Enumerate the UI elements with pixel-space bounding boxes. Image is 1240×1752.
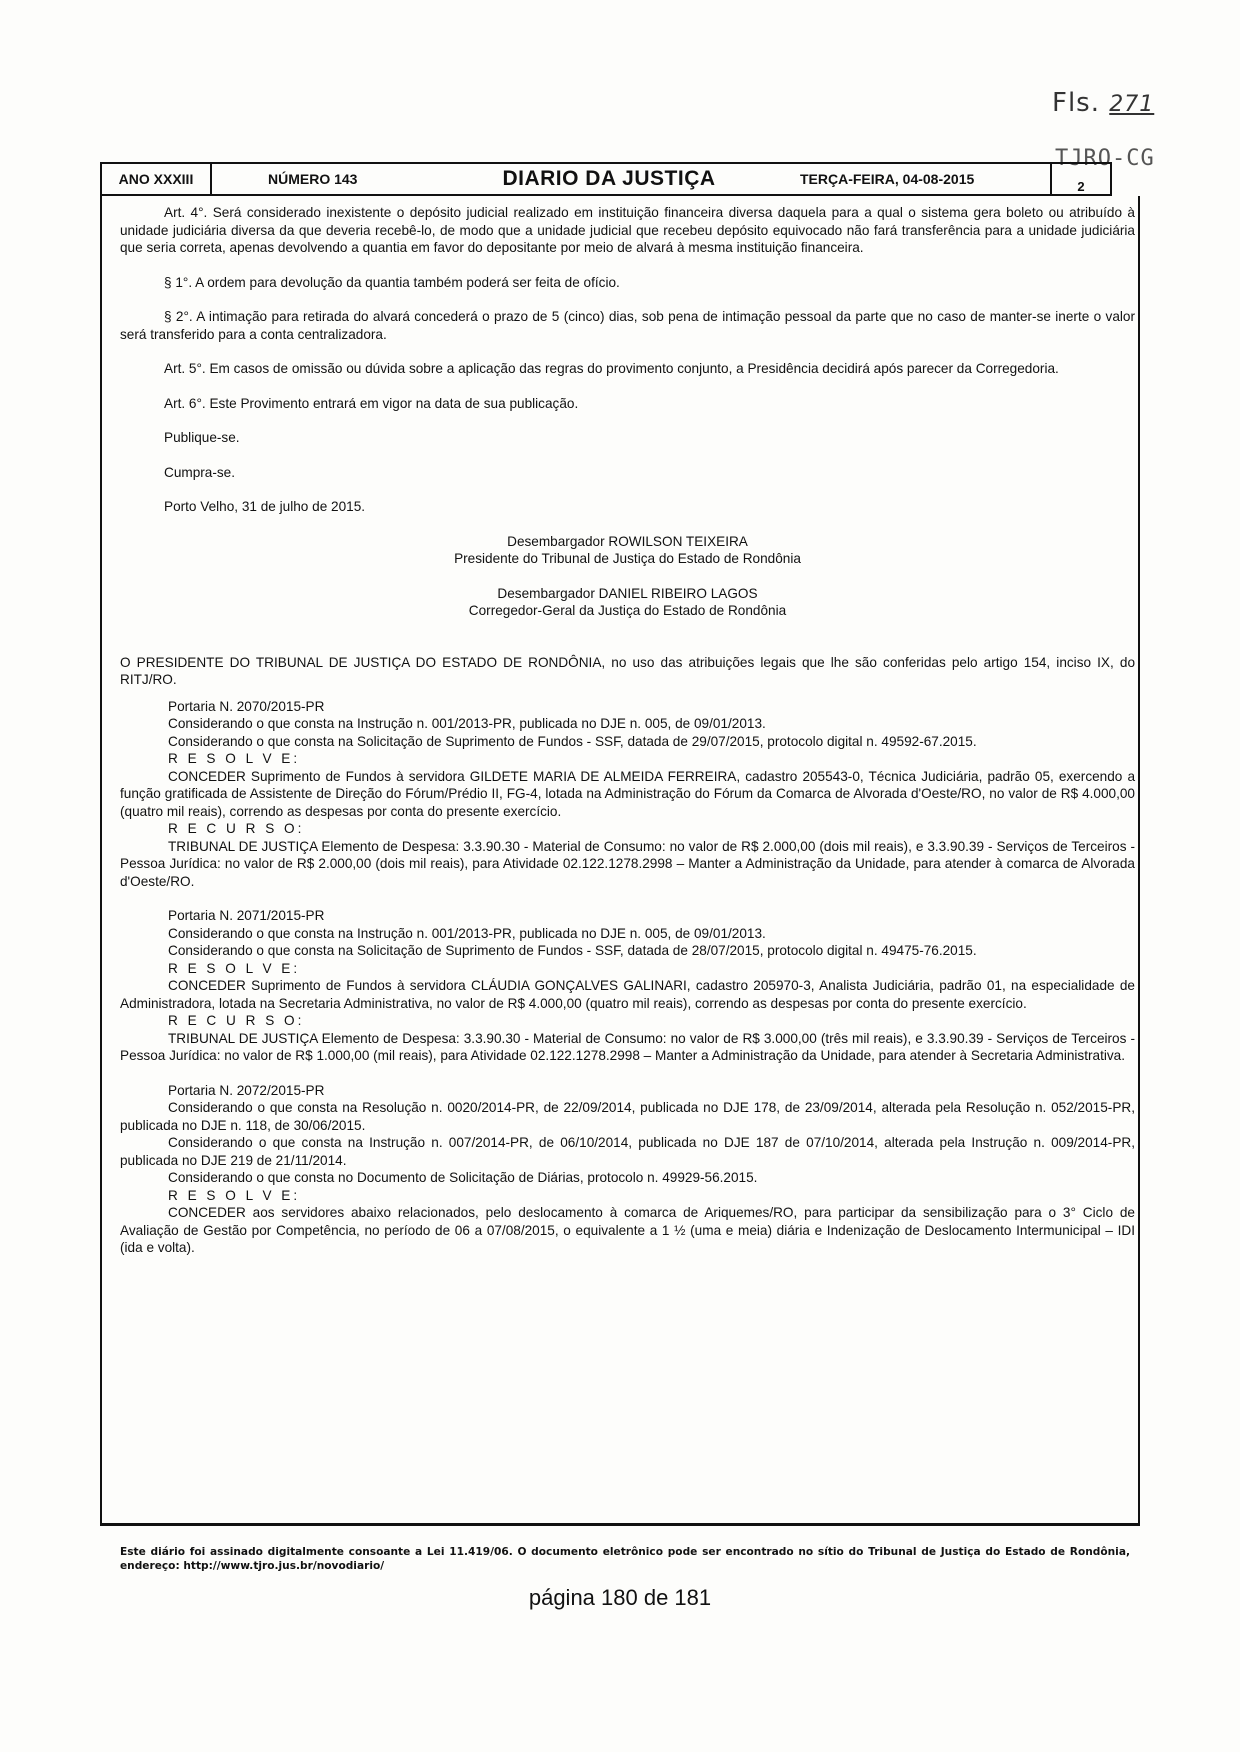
portaria-title: Portaria N. 2070/2015-PR — [168, 698, 325, 714]
considerando: Considerando o que consta na Instrução n. 007/2014-PR, de 06/10/2014, publicada no DJE 187 de 07/10/2014, alterada pela Instrução n. 009/2014-PR, publicada no DJE 219 de 21/11/2014. — [120, 1135, 1135, 1168]
considerando: Considerando o que consta no Documento de Solicitação de Diárias, protocolo n. 49929-56.2015. — [168, 1170, 758, 1185]
considerando: Considerando o que consta na Instrução n. 001/2013-PR, publicada no DJE n. 005, de 09/01/2013. — [168, 925, 766, 941]
signer1-role: Presidente do Tribunal de Justiça do Estado de Rondônia — [454, 551, 801, 566]
publique-line: Publique-se. — [164, 430, 240, 445]
header-date: TERÇA-FEIRA, 04-08-2015 — [800, 171, 975, 187]
recurso-label: R E C U R S O: — [168, 821, 305, 836]
page-stamp — [1052, 88, 1154, 118]
par1-paragraph: § 1°. A ordem para devolução da quantia também poderá ser feita de ofício. — [164, 274, 620, 290]
president-intro: O PRESIDENTE DO TRIBUNAL DE JUSTIÇA DO ESTADO DE RONDÔNIA, no uso das atribuições legais que lhe são conferidas pelo artigo 154, inciso IX, do RITJ/RO. — [120, 654, 1135, 687]
considerando: Considerando o que consta na Resolução n. 0020/2014-PR, de 22/09/2014, publicada no DJE 178, de 23/09/2014, alterada pela Resolução n. 052/2015-PR, publicada no DJE n. 118, de 30/06/2015. — [120, 1100, 1135, 1133]
art5-paragraph: Art. 5°. Em casos de omissão ou dúvida sobre a aplicação das regras do provimento conjunto, a Presidência decidirá após parecer da Corregedoria. — [164, 361, 1059, 376]
resolve-text: CONCEDER aos servidores abaixo relacionados, pelo deslocamento à comarca de Ariquemes/RO, para participar da sensibilização para o 3° Ciclo de Avaliação de Gestão por Competência, no período de 06 a 07/08/2015, o equivalente a 1 ½ (uma e meia) diária e Indenização de Deslocamento Intermunicipal – IDI (ida e volta). — [120, 1205, 1135, 1255]
par2-paragraph: § 2°. A intimação para retirada do alvará concederá o prazo de 5 (cinco) dias, sob pena de intimação pessoal da parte que no caso de manter-se inerte o valor será transferido para a conta centralizadora. — [120, 309, 1135, 342]
resolve-label: R E S O L V E: — [168, 1187, 301, 1203]
stamp-number: 271 — [1109, 92, 1155, 117]
portaria-2071 — [120, 907, 1135, 1065]
recurso-text: TRIBUNAL DE JUSTIÇA Elemento de Despesa: 3.3.90.30 - Material de Consumo: no valor de R$ 2.000,00 (dois mil reais), e 3.3.90.39 - Serviços de Terceiros - Pessoa Jurídica: no valor de R$ 2.000,00 (dois mil reais), para Atividade 02.122.1278.2998 – Manter a Administração da Unidade, para atender à comarca de Alvorada d'Oeste/RO. — [120, 838, 1135, 889]
considerando: Considerando o que consta na Instrução n. 001/2013-PR, publicada no DJE n. 005, de 09/01/2013. — [168, 716, 766, 731]
footnote: Este diário foi assinado digitalmente consoante a Lei 11.419/06. O documento eletrônico pode ser encontrado no sítio do Tribunal de Justiça do Estado de Rondônia, endereço: http://www.tjro.jus.br/novodiario/ — [120, 1546, 1130, 1572]
portaria-title: Portaria N. 2072/2015-PR — [168, 1082, 325, 1098]
header-ano: ANO XXXIII — [102, 164, 212, 194]
header-numero: NÚMERO 143 — [268, 171, 358, 187]
signer1-name: Desembargador ROWILSON TEIXEIRA — [507, 533, 748, 549]
considerando: Considerando o que consta na Solicitação de Suprimento de Fundos - SSF, datada de 29/07/2015, protocolo digital n. 49592-67.2015. — [168, 733, 977, 749]
stamp-label: Fls. — [1052, 88, 1100, 118]
portaria-title: Portaria N. 2071/2015-PR — [168, 908, 325, 923]
cumpra-line: Cumpra-se. — [164, 464, 236, 480]
resolve-label: R E S O L V E: — [168, 960, 301, 976]
resolve-label: R E S O L V E: — [168, 751, 301, 766]
art4-paragraph: Art. 4°. Será considerado inexistente o depósito judicial realizado em instituição financeira diversa daquela para a qual o sistema gera boleto ou atribuído à unidade judiciária diversa da que deveria recebê-lo, de modo que a unidade judicial que recebeu depósito equivocado não fará transferência para a unidade judiciária que seria correta, apenas devolvendo a quantia em favor do depositante por meio de alvará à mesma instituição financeira. — [120, 205, 1135, 255]
resolve-text: CONCEDER Suprimento de Fundos à servidora GILDETE MARIA DE ALMEIDA FERREIRA, cadastro 205543-0, Técnica Judiciária, padrão 05, exercendo a função gratificada de Assistente de Direção do Fórum/Prédio II, FG-4, lotada na Administração do Fórum da Comarca de Alvorada d'Oeste/RO, no valor de R$ 4.000,00 (quatro mil reais), correndo as despesas por conta do presente exercício. — [120, 768, 1135, 819]
corner-mark: TJRO-CG — [1055, 146, 1155, 171]
portaria-2070 — [120, 698, 1135, 891]
document-body — [120, 204, 1135, 1257]
portaria-2072 — [120, 1082, 1135, 1257]
recurso-text: TRIBUNAL DE JUSTIÇA Elemento de Despesa: 3.3.90.30 - Material de Consumo: no valor de R$ 3.000,00 (três mil reais), e 3.3.90.39 - Serviços de Terceiros - Pessoa Jurídica: no valor de R$ 1.000,00 (mil reais), para Atividade 02.122.1278.2998 – Manter a Administração da Unidade, para atender à Secretaria Administrativa. — [120, 1030, 1135, 1063]
considerando: Considerando o que consta na Solicitação de Suprimento de Fundos - SSF, datada de 28/07/2015, protocolo digital n. 49475-76.2015. — [168, 943, 977, 958]
resolve-text: CONCEDER Suprimento de Fundos à servidora CLÁUDIA GONÇALVES GALINARI, cadastro 205970-3, Analista Judiciária, padrão 01, na especialidade de Administradora, lotada na Secretaria Administrativa, no valor de R$ 4.000,00 (quatro mil reais), correndo as despesas por conta do presente exercício. — [120, 978, 1135, 1011]
header-page: 2 — [1050, 164, 1110, 194]
recurso-label: R E C U R S O: — [168, 1013, 305, 1028]
header-title: DIARIO DA JUSTIÇA — [502, 167, 716, 190]
art6-paragraph: Art. 6°. Este Provimento entrará em vigor na data de sua publicação. — [164, 395, 579, 411]
page-number: página 180 de 181 — [528, 1585, 712, 1610]
place-date: Porto Velho, 31 de julho de 2015. — [164, 499, 366, 514]
signer2-role: Corregedor-Geral da Justiça do Estado de Rondônia — [468, 603, 787, 618]
signer2-name: Desembargador DANIEL RIBEIRO LAGOS — [497, 585, 758, 601]
journal-header — [100, 162, 1112, 196]
